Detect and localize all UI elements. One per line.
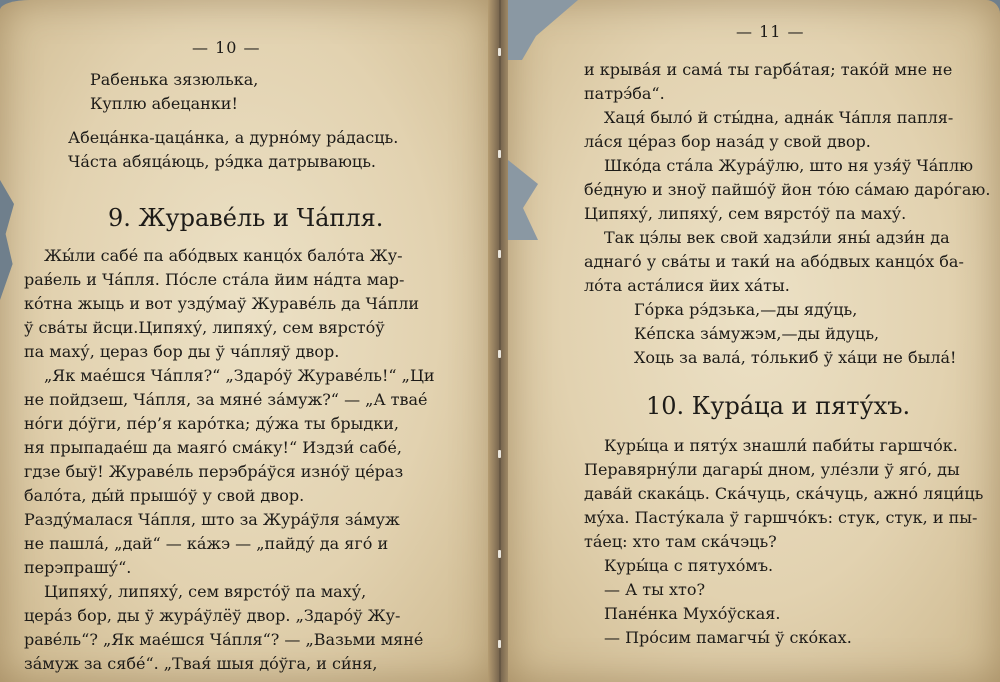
text-line: — А ты хто?	[604, 580, 706, 599]
binding-thread	[498, 640, 501, 648]
binding-thread	[498, 450, 501, 458]
text-line: Хаця́ было́ й сты́дна, адна́к Ча́пля папля-	[604, 108, 954, 127]
text-line: ня прыпадае́ш да маяго́ сма́ку!“ Издзи́ сабе́,	[24, 438, 402, 457]
left-page	[0, 0, 492, 682]
text-line: — Про́сим памагчы́ ў ско́ках.	[604, 628, 852, 647]
text-line: Разду́малася Ча́пля, што за Жура́ўля за́муж	[24, 510, 400, 529]
text-line: равéль“? „Як мае́шся Ча́пля“? — „Вазьми мяне́	[24, 630, 424, 649]
text-line: Жы́ли сабé па або́двых канцо́х бало́та Жу-	[44, 246, 403, 265]
text-line: Куры́ца с пятухо́мъ.	[604, 556, 774, 575]
binding-thread	[498, 350, 501, 358]
text-line: аднаго́ у сва́ты и таки́ на або́двых канцо́х ба-	[584, 252, 964, 271]
text-line: Ципяху́, липяху́, сем вярсто́ў па маху́,	[44, 582, 367, 601]
text-line: ў сва́ты йсци.Ципяху́, липяху́, сем вярсто́ў	[24, 318, 385, 337]
right-page	[508, 0, 1000, 682]
section-title: 10. Кура́ца и пяту́хъ.	[646, 392, 911, 420]
text-line: ко́тна жыць и вот узду́маў Журавéль да Ча́пли	[24, 294, 420, 313]
text-line: бе́дную и зноў пайшо́ў йон то́ю са́маю даро́гаю.	[584, 180, 991, 199]
text-line: Абеца́нка-цаца́нка, а дурно́му ра́дасць.	[68, 128, 399, 147]
section-title: 9. Журавéль и Ча́пля.	[108, 204, 384, 232]
text-line: ла́ся це́раз бор наза́д у свой двор.	[584, 132, 871, 151]
text-line: Так цэ́лы век свой хадзи́ли яны́ адзи́н да	[604, 228, 950, 247]
text-line: па маху́, цераз бор ды ў ча́пляў двор.	[24, 342, 340, 361]
verse-line: Ке́пска за́мужэм,—ды йдуць,	[634, 324, 880, 343]
text-line: му́ха. Пасту́кала ў гаршчо́къ: стук, стук, и пы-	[584, 508, 978, 527]
text-line: Шко́да ста́ла Жура́ўлю, што ня узя́ў Ча́плю	[604, 156, 974, 175]
verse-line: Го́рка рэ́дзька,—ды яду́ць,	[634, 300, 858, 319]
text-line: патрэ́ба“.	[584, 84, 665, 103]
text-line: Ча́ста абяца́юць, рэ́дка датрываюць.	[68, 152, 376, 171]
text-line: и крыва́я и сама́ ты гарба́тая; тако́й мне не	[584, 60, 953, 79]
binding-thread	[498, 550, 501, 558]
text-line: не пашла́, „дай“ — ка́жэ — „пайду́ да яго́ и	[24, 534, 389, 553]
text-line: Перавярну́ли дагары́ дном, уле́зли ў яго́, ды	[584, 460, 960, 479]
text-line: цера́з бор, ды ў жура́ўлёў двор. „Здаро́ў Жу-	[24, 606, 401, 625]
verse-line: Хоць за вала́, то́лькиб ў ха́ци не была́!	[634, 348, 957, 367]
text-line: перэпрашу́“.	[24, 558, 132, 577]
text-line: ло́та аста́лися йих ха́ты.	[584, 276, 790, 295]
text-line: бало́та, ды́й прышо́ў у свой двор.	[24, 486, 305, 505]
page-number: — 11 —	[736, 22, 805, 41]
page-number: — 10 —	[192, 38, 261, 57]
text-line: та́ец: хто там ска́чэць?	[584, 532, 777, 551]
text-line: но́ги до́ўги, пе́р’я каро́тка; ду́жа ты брыдки,	[24, 414, 399, 433]
binding-thread	[498, 48, 501, 56]
verse-line: Рабенька зязюлька,	[90, 70, 259, 89]
text-line: не пойдзеш, Ча́пля, за мяне́ за́муж?“ — „А твае́	[24, 390, 428, 409]
verse-line: Куплю абецанки!	[90, 94, 238, 113]
text-line: Ципяху́, липяху́, сем вярсто́ў па маху́.	[584, 204, 907, 223]
text-line: гдзе быў! Журавéль перэбра́ўся изно́ў це́раз	[24, 462, 404, 481]
text-line: Пане́нка Мухо́ўская.	[604, 604, 781, 623]
text-line: за́муж за сябе́“. „Твая́ шыя до́ўга, и си́ня,	[24, 654, 378, 673]
binding-thread	[498, 250, 501, 258]
text-line: Куры́ца и пяту́х знашли́ паби́ты гаршчо́к.	[604, 436, 958, 455]
binding-thread	[498, 150, 501, 158]
text-line: дава́й скака́ць. Ска́чуць, ска́чуць, ажно́ ляци́ць	[584, 484, 984, 503]
text-line: „Як мае́шся Ча́пля?“ „Здаро́ў Журавéль!“ „Ци	[44, 366, 435, 385]
text-line: рав́ель и Ча́пля. По́сле ста́ла йим на́дта мар-	[24, 270, 405, 289]
